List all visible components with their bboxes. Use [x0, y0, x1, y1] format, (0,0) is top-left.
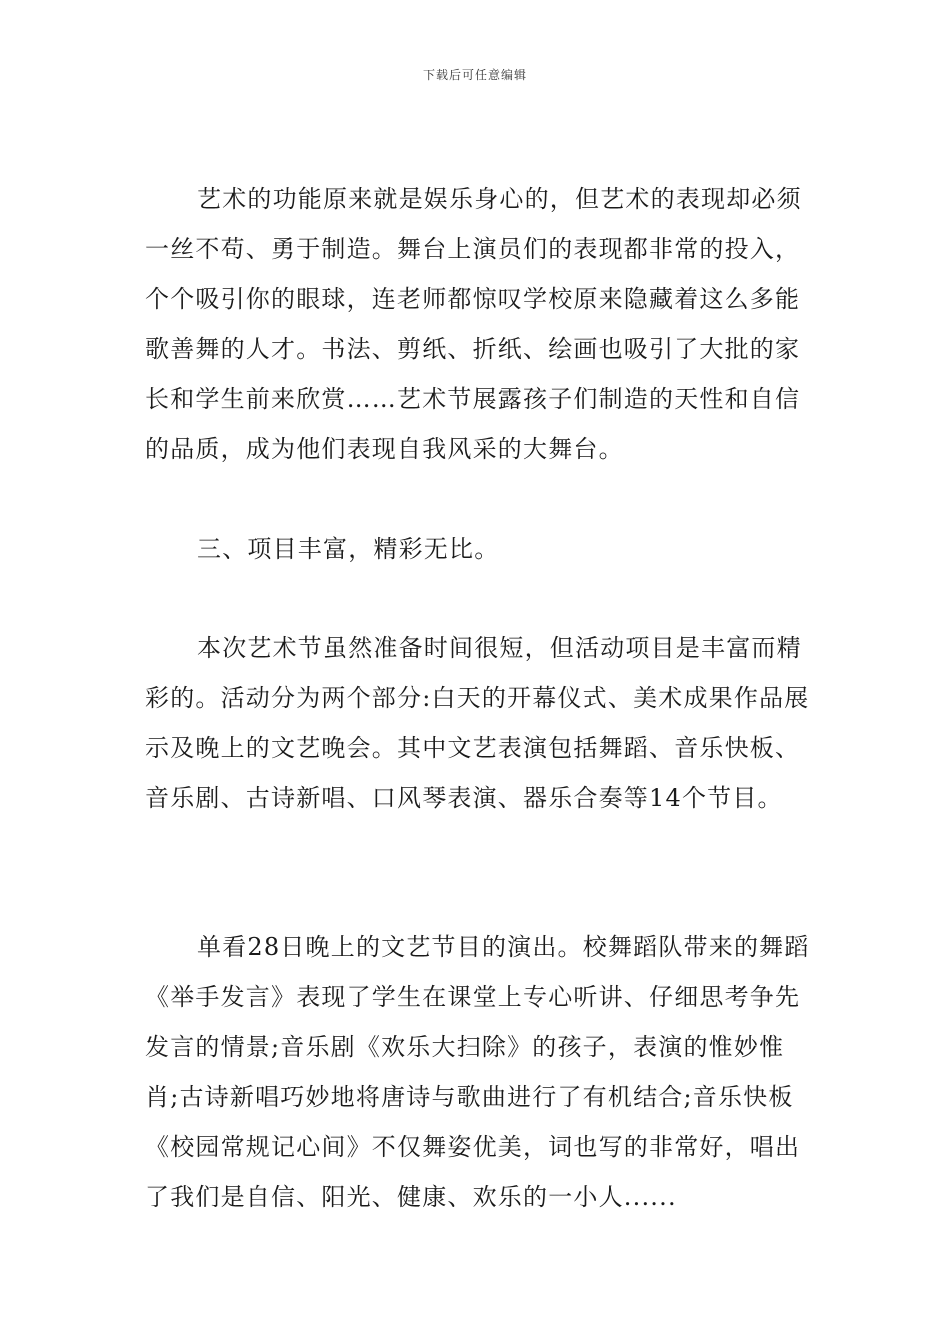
paragraph-art-function	[145, 174, 810, 474]
section-heading-3	[145, 524, 810, 574]
heading-text: 三、项目丰富，精彩无比。	[197, 535, 500, 563]
paragraph-text: 艺术的功能原来就是娱乐身心的，但艺术的表现却必须一丝不苟、勇于制造。舞台上演员们的表现都非常的投入，个个吸引你的眼球，连老师都惊叹学校原来隐藏着这么多能歌善舞的人才。书法、剪纸、折纸、绘画也吸引了大批的家长和学生前来欣赏……艺术节展露孩子们制造的天性和自信的品质，成为他们表现自我风采的大舞台。	[145, 185, 802, 463]
paragraph-evening-performance	[145, 922, 810, 1222]
paragraph-program-overview	[145, 623, 810, 823]
paragraph-text: 本次艺术节虽然准备时间很短，但活动项目是丰富而精彩的。活动分为两个部分:白天的开幕仪式、美术成果作品展示及晚上的文艺晚会。其中文艺表演包括舞蹈、音乐快板、音乐剧、古诗新唱、口风琴表演、器乐合奏等14个节目。	[145, 634, 810, 812]
page-header: 下载后可任意编辑	[422, 68, 527, 82]
paragraph-text: 单看28日晚上的文艺节目的演出。校舞蹈队带来的舞蹈《举手发言》表现了学生在课堂上专心听讲、仔细思考争先发言的情景;音乐剧《欢乐大扫除》的孩子，表演的惟妙惟肖;古诗新唱巧妙地将唐诗与歌曲进行了有机结合;音乐快板《校园常规记心间》不仅舞姿优美，词也写的非常好，唱出了我们是自信、阳光、健康、欢乐的一小人......	[145, 933, 810, 1211]
